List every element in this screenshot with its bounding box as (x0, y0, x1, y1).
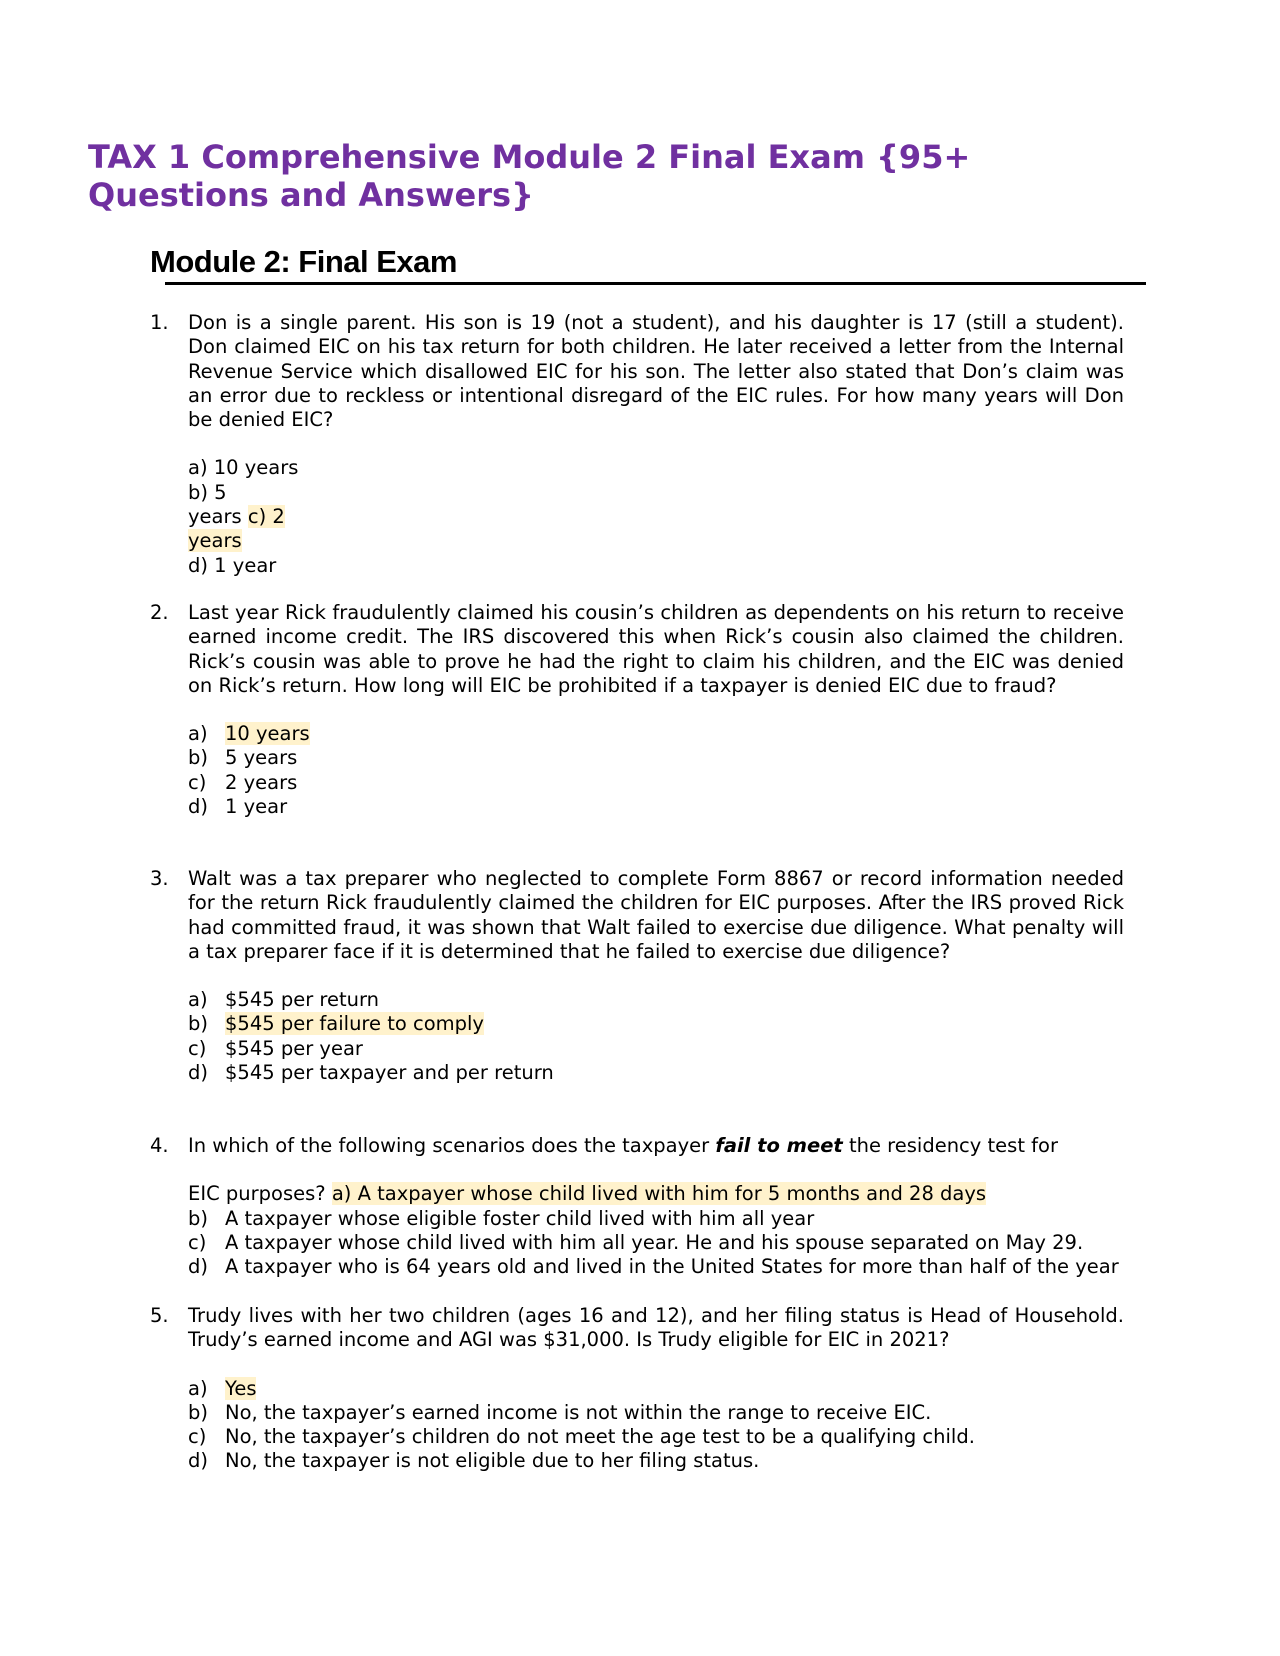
answer-options (188, 456, 1124, 577)
question-1 (150, 311, 1124, 578)
document-title: TAX 1 Comprehensive Module 2 Final Exam {95+ Questions and Answers} (88, 138, 971, 214)
option-c: c) $545 per year (188, 1036, 363, 1060)
question-text: Trudy lives with her two children (ages 16 and 12), and her filing status is Head of Household. Trudy’s earned income and AGI was $31,000. Is Trudy eligible for EIC in 2021? (188, 1304, 1124, 1352)
answer-options (188, 988, 1124, 1085)
option-b: b) 5 years (188, 746, 298, 770)
option-b: b) No, the taxpayer’s earned income is not within the range to receive EIC. (188, 1400, 932, 1424)
option-line (188, 529, 1124, 553)
option-a: a) 10 years (188, 722, 310, 746)
question-text: Don is a single parent. His son is 19 (not a student), and his daughter is 17 (still a student). Don claimed EIC on his tax return for both children. He later received a letter from the Internal Revenue Service which disallowed EIC for his son. The letter also stated that Don’s claim was an error due to reckless or intentional disregard of the EIC rules. For how many years will Don be denied EIC? (188, 311, 1124, 432)
question-2 (150, 601, 1124, 819)
option-c: c) 2 years (188, 770, 298, 794)
option-line: a) 10 years (188, 456, 299, 480)
correct-answer-highlight: $545 per failure to comply (225, 1012, 484, 1036)
option-d: d) A taxpayer who is 64 years old and lived in the United States for more than half of the year (188, 1255, 1119, 1279)
question-number: 1. (150, 311, 169, 334)
question-number: 5. (150, 1304, 169, 1327)
option-line: d) 1 year (188, 553, 277, 577)
option-line: b) 5 (188, 480, 227, 504)
correct-answer-highlight: 10 years (225, 722, 310, 746)
option-a: a) $545 per return (188, 988, 380, 1012)
option-d: d) No, the taxpayer is not eligible due to her filing status. (188, 1449, 760, 1473)
question-number: 4. (150, 1134, 169, 1157)
option-b: b) $545 per failure to comply (188, 1012, 484, 1036)
question-5 (150, 1304, 1124, 1474)
question-3 (150, 867, 1124, 1085)
correct-answer-highlight: c) 2 (247, 505, 285, 529)
question-text: Last year Rick fraudulently claimed his cousin’s children as dependents on his return to receive earned income credit. The IRS discovered this when Rick’s cousin also claimed the children. Rick’s cousin was able to prove he had the right to claim his children, and the EIC was denied on Rick’s return. How long will EIC be prohibited if a taxpayer is denied EIC due to fraud? (188, 601, 1124, 697)
section-heading: Module 2: Final Exam (150, 244, 457, 279)
option-a: a) Yes (188, 1376, 257, 1400)
correct-answer-highlight: years (188, 529, 242, 553)
correct-answer-highlight: a) A taxpayer whose child lived with him for 5 months and 28 days (331, 1182, 987, 1206)
option-c: c) No, the taxpayer’s children do not meet the age test to be a qualifying child. (188, 1425, 975, 1449)
option-a: EIC purposes? a) A taxpayer whose child lived with him for 5 months and 28 days (188, 1182, 987, 1206)
option-c: c) A taxpayer whose child lived with him all year. He and his spouse separated on May 29. (188, 1230, 1084, 1254)
option-line: years c) 2 (188, 505, 285, 529)
option-d: d) $545 per taxpayer and per return (188, 1061, 554, 1085)
question-number: 2. (150, 601, 169, 624)
answer-options (188, 1182, 1124, 1279)
correct-answer-highlight: Yes (225, 1376, 257, 1400)
question-text: Walt was a tax preparer who neglected to complete Form 8867 or record information needed for the return Rick fraudulently claimed the children for EIC purposes. After the IRS proved Rick had committed fraud, it was shown that Walt failed to exercise due diligence. What penalty will a tax preparer face if it is determined that he failed to exercise due diligence? (188, 867, 1124, 963)
answer-options (188, 1377, 1124, 1474)
option-d: d) 1 year (188, 795, 288, 819)
question-number: 3. (150, 867, 169, 890)
emphasis-text: fail to meet (715, 1134, 843, 1157)
question-4 (150, 1134, 1124, 1279)
question-text: In which of the following scenarios does the taxpayer fail to meet the residency test for (188, 1134, 1058, 1157)
heading-underline (165, 282, 1146, 285)
answer-options (188, 722, 1124, 819)
option-b: b) A taxpayer whose eligible foster child lived with him all year (188, 1206, 815, 1230)
